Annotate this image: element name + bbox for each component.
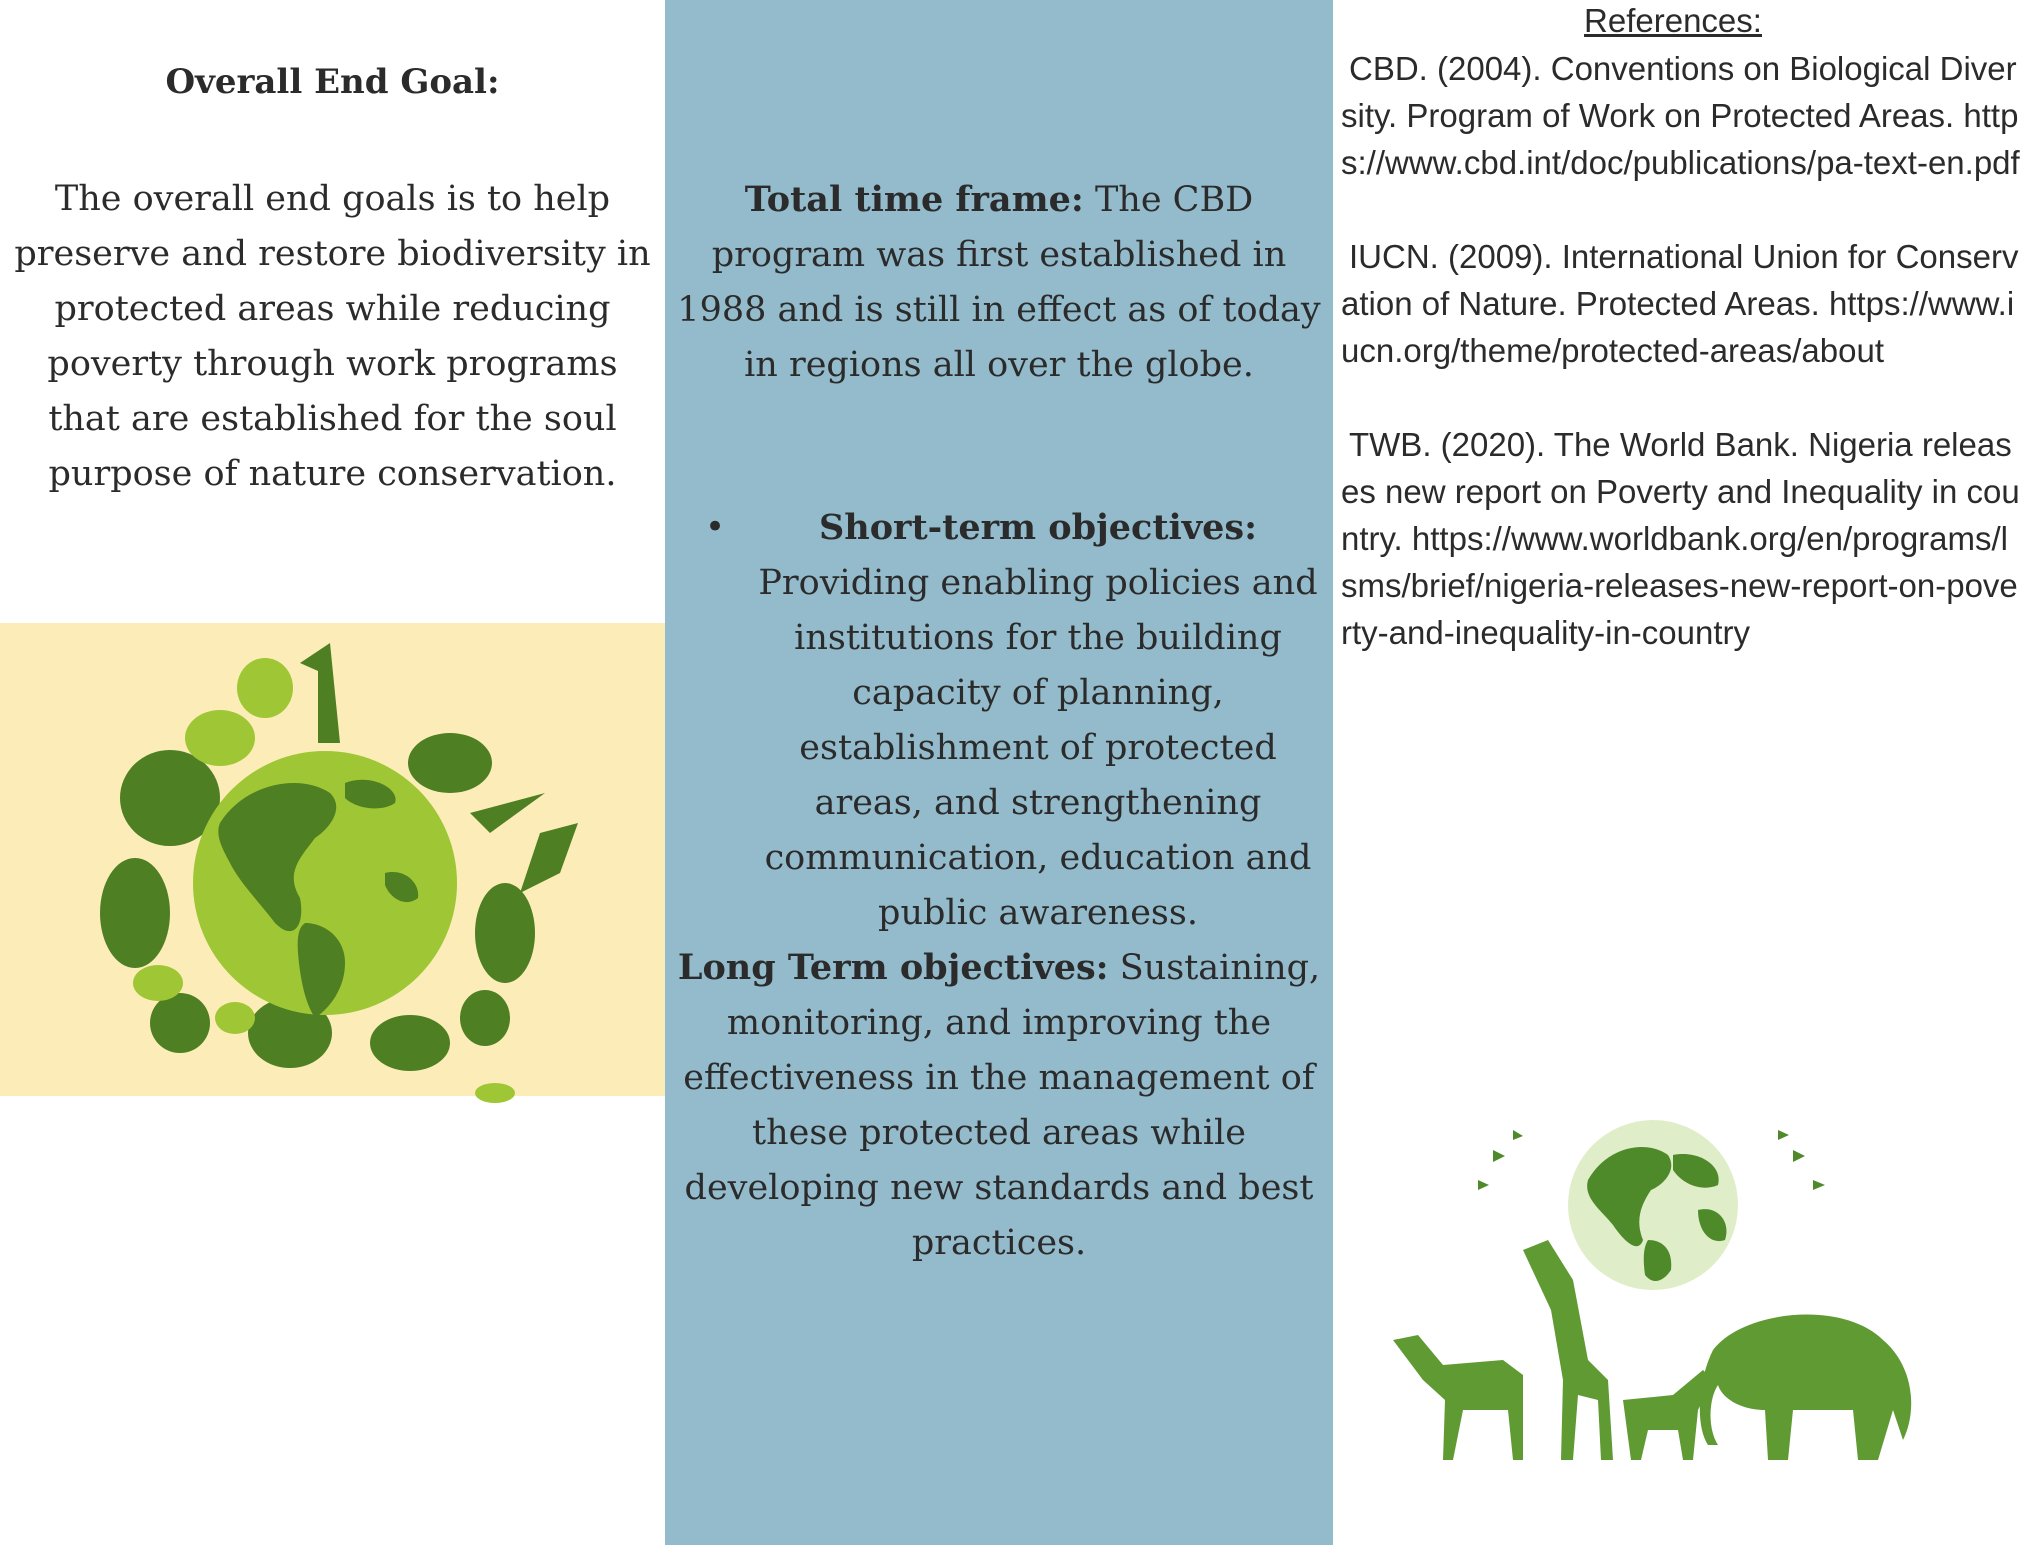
earth-animals-icon [0, 623, 665, 1096]
bullet-icon: • [705, 507, 726, 547]
right-column [1333, 0, 2020, 1545]
goal-body: The overall end goals is to help preserve and restore biodiversity in protected areas while reducing poverty through work programs that are established for the soul purpose of nature conservation. [14, 179, 651, 494]
reference-url[interactable]: https://www.iucn.org/theme/protected-areas/about [1341, 285, 2015, 369]
reference-citation: CBD. (2004). Conventions on Biological Diversity. Program of Work on Protected Areas. [1341, 50, 2017, 134]
short-term-label: Short-term objectives: [818, 507, 1258, 548]
reference-url[interactable]: https://www.cbd.int/doc/publications/pa-text-en.pdf [1341, 97, 2020, 181]
reference-url[interactable]: https://www.worldbank.org/en/programs/lsms/brief/nigeria-releases-new-report-on-poverty-and-inequality-in-country [1341, 520, 2018, 651]
middle-column [665, 0, 1333, 1545]
reference-item [1341, 233, 2021, 374]
references-heading: References: [1584, 2, 1762, 39]
globe-image-panel [0, 623, 665, 1096]
reference-citation: IUCN. (2009). International Union for Conservation of Nature. Protected Areas. [1341, 238, 2019, 322]
timeframe-text: The CBD program was first established in 1988 and is still in effect as of today in regions all over the globe. [677, 180, 1321, 385]
reference-item [1341, 45, 2021, 186]
left-column [0, 0, 665, 1545]
wildlife-globe-icon [1373, 1110, 1933, 1470]
short-term-item [705, 500, 1323, 941]
timeframe-paragraph [675, 172, 1323, 393]
reference-item [1341, 421, 2021, 656]
goal-heading: Overall End Goal: [165, 62, 500, 102]
long-term-paragraph [675, 940, 1323, 1271]
long-term-text: Sustaining, monitoring, and improving the effectiveness in the management of these protected areas while developing new standards and best practices. [683, 948, 1321, 1263]
long-term-label: Long Term objectives: [677, 947, 1109, 988]
short-term-paragraph [753, 500, 1323, 941]
references-list [1341, 45, 2021, 703]
reference-citation: TWB. (2020). The World Bank. Nigeria releases new report on Poverty and Inequality in country. [1341, 426, 2020, 557]
short-term-text: Providing enabling policies and institutions for the building capacity of planning, establishment of protected areas, and strengthening communication, education and public awareness. [758, 563, 1318, 933]
timeframe-label: Total time frame: [744, 179, 1084, 220]
